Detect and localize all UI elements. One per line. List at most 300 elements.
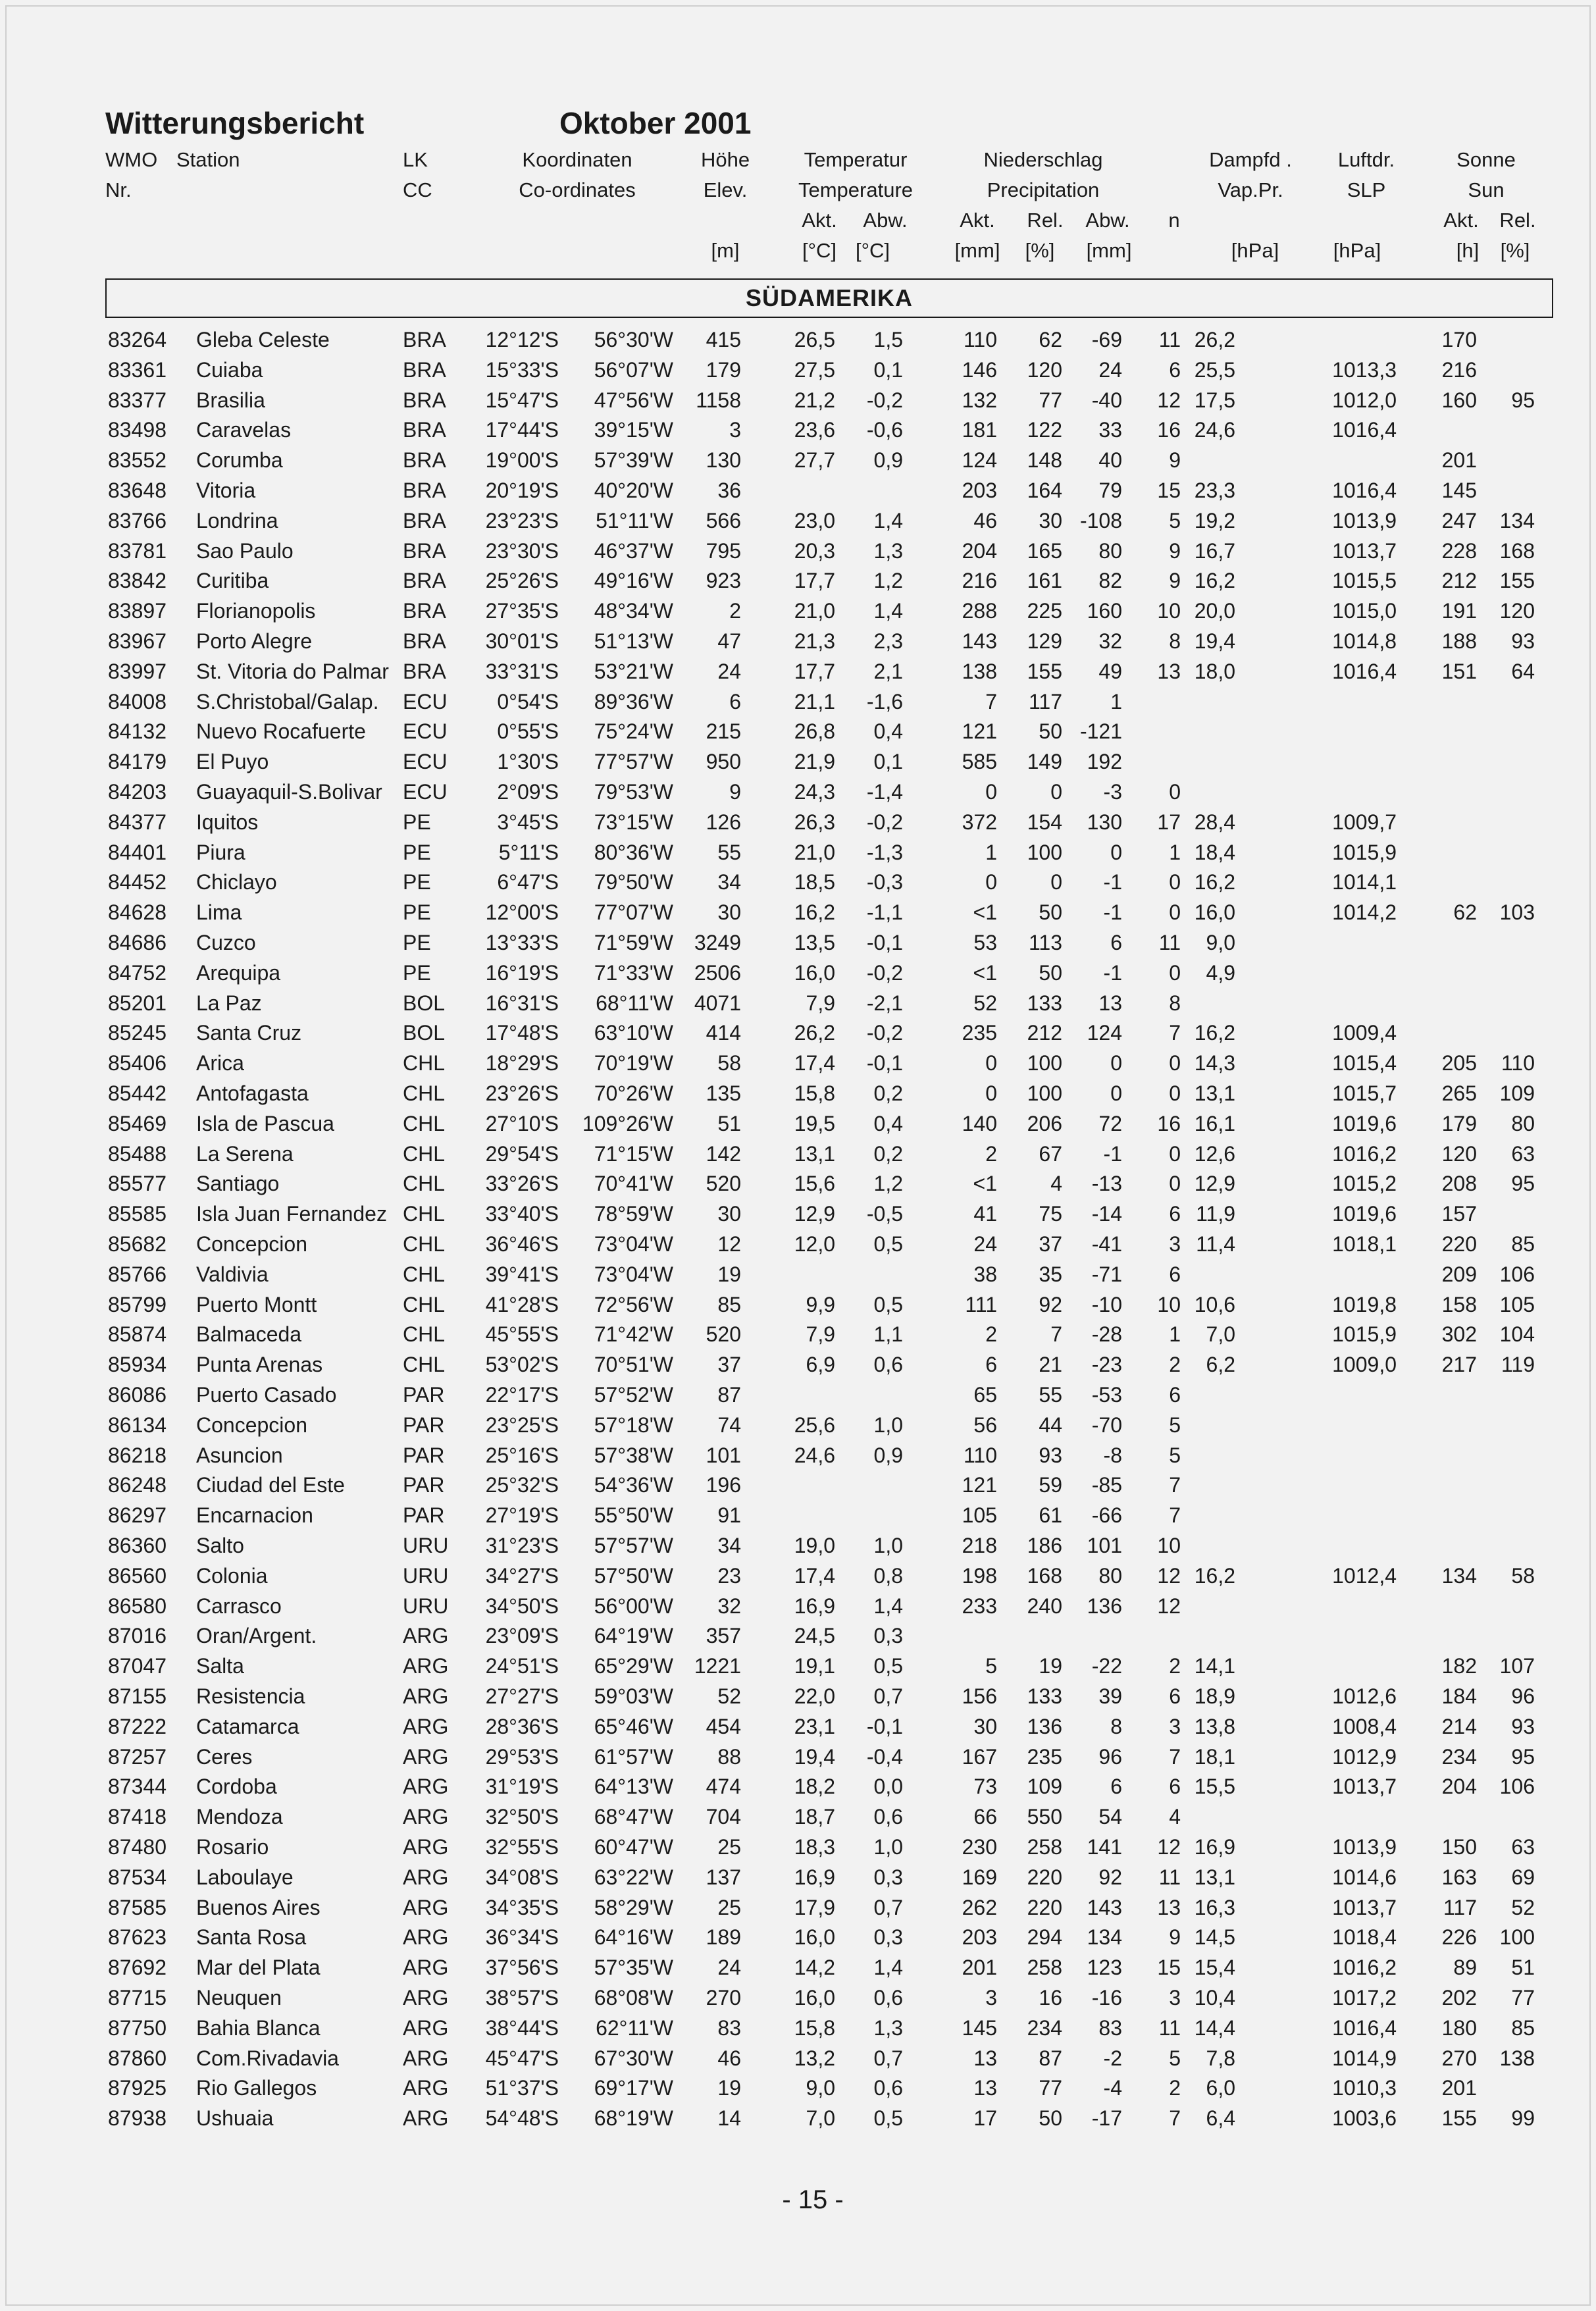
cell-temp-akt: 19,0 — [794, 1534, 835, 1557]
cell-prec-abw: 24 — [1098, 357, 1122, 382]
cell-prec-n: 9 — [1169, 1925, 1181, 1950]
page-number: - 15 - — [782, 2185, 844, 2214]
cell-vap-pressure: 14,4 — [1194, 2015, 1235, 2040]
table-row — [0, 807, 1596, 837]
cell-temp-akt: 16,0 — [794, 960, 835, 985]
cell-latitude: 0°55'S — [497, 719, 559, 744]
cell-temp-abw: 1,1 — [873, 1322, 903, 1347]
cell-sun-akt: 201 — [1441, 448, 1477, 473]
cell-longitude: 77°57'W — [594, 750, 673, 774]
cell-country-code: CHL — [403, 1262, 446, 1286]
cell-temp-akt: 26,5 — [794, 328, 835, 351]
cell-temp-akt: 21,0 — [794, 840, 835, 864]
cell-prec-akt: 156 — [962, 1684, 997, 1708]
cell-longitude: 72°56'W — [594, 1292, 673, 1316]
cell-temp-akt: 21,9 — [794, 750, 835, 774]
cell-station-name: Puerto Casado — [196, 1383, 337, 1407]
cell-wmo-nr: 84628 — [108, 900, 167, 925]
cell-prec-akt: <1 — [973, 1172, 997, 1196]
cell-prec-rel: 129 — [1027, 629, 1062, 653]
cell-prec-abw: -22 — [1091, 1654, 1122, 1678]
cell-prec-n: 10 — [1157, 599, 1181, 623]
cell-prec-rel: 87 — [1039, 2046, 1062, 2070]
cell-prec-akt: 105 — [962, 1503, 997, 1528]
cell-slp: 1009,4 — [1332, 1021, 1397, 1045]
cell-latitude: 34°08'S — [485, 1865, 559, 1889]
cell-slp: 1014,8 — [1332, 629, 1397, 653]
cell-sun-rel: 58 — [1511, 1563, 1535, 1588]
table-row — [0, 626, 1596, 656]
cell-slp: 1015,9 — [1332, 1322, 1397, 1347]
cell-station-name: Corumba — [196, 448, 283, 473]
cell-temp-abw: 1,0 — [873, 1413, 903, 1437]
cell-country-code: ARG — [403, 2076, 449, 2100]
cell-sun-rel: 95 — [1511, 388, 1535, 412]
cell-station-name: Rio Gallegos — [196, 2076, 317, 2100]
table-row — [0, 1199, 1596, 1229]
cell-elevation: 52 — [717, 1684, 741, 1708]
cell-wmo-nr: 87344 — [108, 1775, 167, 1799]
cell-sun-akt: 205 — [1441, 1051, 1477, 1076]
header-vappr: Vap.Pr. — [1218, 178, 1283, 201]
header-hoehe: Höhe — [700, 148, 750, 171]
cell-longitude: 79°50'W — [594, 870, 673, 895]
cell-sun-rel: 134 — [1499, 508, 1535, 532]
cell-elevation: 1221 — [694, 1654, 741, 1678]
cell-wmo-nr: 83766 — [108, 508, 167, 532]
cell-country-code: CHL — [403, 1141, 446, 1166]
cell-station-name: Laboulaye — [196, 1865, 294, 1889]
cell-prec-rel: 50 — [1039, 900, 1062, 925]
cell-elevation: 137 — [706, 1865, 741, 1889]
cell-temp-akt: 12,9 — [794, 1202, 835, 1226]
cell-longitude: 57°50'W — [594, 1563, 673, 1588]
cell-longitude: 65°29'W — [594, 1654, 673, 1678]
cell-prec-n: 6 — [1169, 1383, 1181, 1407]
cell-wmo-nr: 86297 — [108, 1503, 167, 1528]
cell-country-code: ECU — [403, 750, 448, 774]
cell-elevation: 74 — [717, 1413, 741, 1437]
cell-latitude: 54°48'S — [485, 2106, 559, 2131]
cell-wmo-nr: 86134 — [108, 1413, 167, 1437]
cell-prec-n: 6 — [1169, 1775, 1181, 1799]
cell-country-code: ARG — [403, 1714, 449, 1738]
cell-vap-pressure: 18,1 — [1194, 1744, 1235, 1769]
cell-prec-abw: 143 — [1087, 1895, 1122, 1919]
cell-slp: 1014,9 — [1332, 2046, 1397, 2070]
cell-elevation: 189 — [706, 1925, 741, 1950]
cell-prec-akt: 3 — [985, 1986, 997, 2010]
header-lk: LK — [403, 148, 428, 171]
cell-prec-abw: 0 — [1110, 1051, 1122, 1076]
cell-prec-rel: 77 — [1039, 2076, 1062, 2100]
cell-prec-akt: 38 — [973, 1262, 997, 1286]
cell-longitude: 57°38'W — [594, 1443, 673, 1467]
cell-temp-akt: 26,8 — [794, 719, 835, 744]
cell-sun-akt: 191 — [1441, 599, 1477, 623]
cell-prec-abw: 79 — [1098, 479, 1122, 502]
report-title: Witterungsbericht — [105, 106, 365, 140]
table-row — [0, 1591, 1596, 1621]
cell-latitude: 18°29'S — [485, 1051, 559, 1076]
table-row — [0, 927, 1596, 958]
cell-longitude: 67°30'W — [594, 2046, 673, 2070]
cell-prec-n: 2 — [1169, 1353, 1181, 1377]
cell-latitude: 34°27'S — [485, 1563, 559, 1588]
cell-prec-abw: -17 — [1091, 2106, 1122, 2131]
cell-temp-abw: 1,4 — [873, 599, 903, 623]
cell-longitude: 56°07'W — [594, 357, 673, 382]
table-row — [0, 958, 1596, 988]
cell-prec-n: 5 — [1169, 508, 1181, 532]
cell-vap-pressure: 16,3 — [1194, 1895, 1235, 1919]
cell-elevation: 795 — [706, 538, 741, 563]
cell-station-name: Arica — [196, 1051, 244, 1076]
cell-elevation: 520 — [706, 1322, 741, 1347]
cell-latitude: 32°50'S — [485, 1805, 559, 1829]
cell-longitude: 64°19'W — [594, 1624, 673, 1648]
cell-prec-abw: 123 — [1087, 1956, 1122, 1980]
cell-prec-abw: -66 — [1091, 1503, 1122, 1528]
cell-elevation: 474 — [706, 1775, 741, 1799]
cell-slp: 1009,7 — [1332, 810, 1397, 834]
cell-sun-akt: 182 — [1441, 1654, 1477, 1678]
cell-wmo-nr: 87585 — [108, 1895, 167, 1919]
cell-latitude: 41°28'S — [485, 1292, 559, 1316]
table-row — [0, 506, 1596, 536]
table-row — [0, 1711, 1596, 1742]
cell-prec-rel: 186 — [1027, 1534, 1062, 1557]
cell-prec-n: 0 — [1169, 1141, 1181, 1166]
cell-sun-akt: 184 — [1441, 1684, 1477, 1708]
cell-wmo-nr: 87222 — [108, 1714, 167, 1738]
cell-country-code: BOL — [403, 1021, 446, 1045]
cell-prec-rel: 50 — [1039, 2106, 1062, 2131]
header-cc: CC — [403, 178, 432, 201]
cell-wmo-nr: 87925 — [108, 2076, 167, 2100]
cell-latitude: 17°48'S — [485, 1021, 559, 1045]
cell-prec-abw: 72 — [1098, 1111, 1122, 1135]
header-temp-unit-akt: [°C] — [802, 239, 837, 262]
cell-temp-abw: 0,7 — [873, 2046, 903, 2070]
header-elev-unit: [m] — [711, 239, 740, 262]
cell-vap-pressure: 16,1 — [1194, 1111, 1235, 1135]
header-prec-unit-rel: [%] — [1025, 239, 1055, 262]
cell-longitude: 51°11'W — [596, 508, 673, 532]
region-label: SÜDAMERIKA — [745, 284, 914, 311]
cell-elevation: 270 — [706, 1986, 741, 2010]
cell-prec-n: 3 — [1169, 1714, 1181, 1738]
cell-longitude: 75°24'W — [594, 719, 673, 744]
cell-station-name: Mendoza — [196, 1805, 283, 1829]
cell-prec-n: 7 — [1169, 1744, 1181, 1769]
table-row — [0, 325, 1596, 355]
cell-prec-abw: 134 — [1087, 1925, 1122, 1950]
cell-prec-abw: -1 — [1103, 960, 1122, 985]
table-row — [0, 1078, 1596, 1108]
cell-sun-akt: 163 — [1441, 1865, 1477, 1889]
header-temperature: Temperature — [798, 178, 914, 201]
cell-prec-akt: 203 — [962, 1925, 997, 1950]
cell-slp: 1013,7 — [1332, 1895, 1397, 1919]
cell-elevation: 30 — [717, 900, 741, 925]
cell-slp: 1015,0 — [1332, 599, 1397, 623]
cell-longitude: 57°57'W — [594, 1534, 673, 1557]
cell-elevation: 179 — [706, 357, 741, 382]
cell-temp-abw: -1,3 — [866, 840, 903, 864]
table-row — [0, 415, 1596, 445]
cell-longitude: 71°42'W — [594, 1322, 673, 1347]
cell-slp: 1014,6 — [1332, 1865, 1397, 1889]
cell-vap-pressure: 18,4 — [1194, 840, 1235, 864]
cell-prec-n: 7 — [1169, 2106, 1181, 2131]
cell-temp-abw: 1,3 — [873, 538, 903, 563]
cell-prec-n: 15 — [1157, 1956, 1181, 1980]
header-dampfd-unit: [hPa] — [1231, 239, 1279, 262]
cell-temp-akt: 12,0 — [794, 1232, 835, 1256]
cell-station-name: Antofagasta — [196, 1081, 309, 1105]
cell-station-name: Santiago — [196, 1172, 280, 1196]
cell-prec-rel: 77 — [1039, 388, 1062, 412]
cell-wmo-nr: 83997 — [108, 659, 167, 683]
cell-wmo-nr: 84452 — [108, 870, 167, 895]
cell-prec-akt: 198 — [962, 1563, 997, 1588]
cell-longitude: 68°19'W — [594, 2106, 673, 2131]
table-row — [0, 1802, 1596, 1832]
cell-latitude: 38°44'S — [485, 2015, 559, 2040]
cell-wmo-nr: 83498 — [108, 418, 167, 442]
cell-temp-akt: 15,6 — [794, 1172, 835, 1196]
cell-station-name: La Paz — [196, 991, 262, 1015]
cell-station-name: Santa Cruz — [196, 1021, 302, 1045]
cell-longitude: 56°00'W — [594, 1594, 673, 1618]
cell-prec-akt: 0 — [985, 780, 997, 804]
cell-latitude: 28°36'S — [485, 1714, 559, 1738]
cell-slp: 1019,6 — [1332, 1111, 1397, 1135]
table-row — [0, 1500, 1596, 1530]
table-row — [0, 746, 1596, 777]
cell-country-code: PAR — [403, 1383, 445, 1407]
cell-temp-akt: 7,9 — [806, 1322, 835, 1347]
cell-prec-n: 11 — [1158, 1865, 1181, 1889]
cell-prec-abw: 39 — [1098, 1684, 1122, 1708]
cell-prec-n: 12 — [1157, 1563, 1181, 1588]
cell-longitude: 71°15'W — [594, 1141, 673, 1166]
cell-sun-rel: 106 — [1499, 1262, 1535, 1286]
cell-prec-abw: -40 — [1091, 388, 1122, 412]
cell-slp: 1016,4 — [1332, 659, 1397, 683]
cell-prec-rel: 120 — [1027, 357, 1062, 382]
cell-station-name: Valdivia — [196, 1262, 269, 1286]
table-row — [0, 385, 1596, 415]
cell-latitude: 29°53'S — [485, 1744, 559, 1769]
cell-elevation: 135 — [706, 1081, 741, 1105]
cell-prec-rel: 50 — [1039, 960, 1062, 985]
cell-temp-akt: 16,9 — [794, 1594, 835, 1618]
cell-elevation: 357 — [706, 1624, 741, 1648]
cell-temp-abw: 0,9 — [873, 448, 903, 473]
cell-longitude: 77°07'W — [594, 900, 673, 925]
cell-prec-akt: 56 — [973, 1413, 997, 1437]
cell-temp-akt: 20,3 — [794, 538, 835, 563]
cell-temp-akt: 13,5 — [794, 931, 835, 954]
cell-wmo-nr: 84686 — [108, 931, 167, 954]
cell-slp: 1015,5 — [1332, 569, 1397, 593]
cell-country-code: PE — [403, 870, 431, 895]
cell-prec-rel: 44 — [1039, 1413, 1062, 1437]
cell-prec-akt: 2 — [985, 1322, 997, 1347]
cell-sun-akt: 234 — [1441, 1744, 1477, 1769]
table-row — [0, 1289, 1596, 1320]
cell-prec-akt: 233 — [962, 1594, 997, 1618]
cell-prec-rel: 30 — [1039, 508, 1062, 532]
cell-elevation: 3 — [729, 418, 741, 442]
cell-prec-rel: 149 — [1027, 750, 1062, 774]
cell-prec-rel: 7 — [1050, 1322, 1062, 1347]
cell-prec-akt: 218 — [962, 1534, 997, 1557]
cell-temp-akt: 24,3 — [794, 780, 835, 804]
cell-prec-rel: 258 — [1027, 1835, 1062, 1859]
cell-prec-akt: 585 — [962, 750, 997, 774]
cell-sun-akt: 170 — [1441, 328, 1477, 351]
cell-elevation: 3249 — [694, 931, 741, 954]
cell-vap-pressure: 14,3 — [1194, 1051, 1235, 1076]
cell-temp-akt: 9,0 — [806, 2076, 835, 2100]
cell-elevation: 55 — [717, 840, 741, 864]
cell-prec-n: 11 — [1158, 931, 1181, 954]
cell-elevation: 454 — [706, 1714, 741, 1738]
cell-country-code: CHL — [403, 1353, 446, 1377]
cell-prec-abw: 160 — [1087, 599, 1122, 623]
cell-station-name: Puerto Montt — [196, 1292, 317, 1316]
cell-prec-abw: 8 — [1110, 1714, 1122, 1738]
cell-prec-akt: 201 — [962, 1956, 997, 1980]
header-sun-unit-rel: [%] — [1500, 239, 1530, 262]
cell-vap-pressure: 10,6 — [1194, 1292, 1235, 1316]
cell-wmo-nr: 87938 — [108, 2106, 167, 2131]
cell-longitude: 73°04'W — [594, 1262, 673, 1286]
cell-latitude: 17°44'S — [485, 418, 559, 442]
cell-vap-pressure: 26,2 — [1194, 328, 1235, 351]
cell-prec-abw: -70 — [1091, 1413, 1122, 1437]
cell-elevation: 23 — [717, 1563, 741, 1588]
cell-wmo-nr: 83842 — [108, 569, 167, 593]
cell-station-name: Iquitos — [196, 810, 259, 834]
cell-prec-rel: 122 — [1027, 418, 1062, 442]
cell-prec-abw: 136 — [1087, 1594, 1122, 1618]
cell-temp-akt: 17,4 — [794, 1563, 835, 1588]
cell-sun-akt: 188 — [1441, 629, 1477, 653]
cell-prec-rel: 117 — [1028, 689, 1062, 714]
cell-prec-rel: 16 — [1039, 1986, 1062, 2010]
cell-longitude: 59°03'W — [594, 1684, 673, 1708]
cell-sun-rel: 85 — [1511, 1232, 1535, 1256]
cell-elevation: 923 — [706, 569, 741, 593]
cell-prec-rel: 235 — [1027, 1744, 1062, 1769]
cell-prec-n: 16 — [1157, 1111, 1181, 1135]
cell-sun-rel: 120 — [1499, 599, 1535, 623]
cell-wmo-nr: 86560 — [108, 1563, 167, 1588]
cell-sun-rel: 104 — [1499, 1322, 1535, 1347]
cell-longitude: 68°08'W — [594, 1986, 673, 2010]
cell-latitude: 31°23'S — [485, 1534, 559, 1557]
cell-longitude: 57°52'W — [594, 1383, 673, 1407]
cell-longitude: 73°15'W — [594, 810, 673, 834]
cell-latitude: 20°19'S — [485, 479, 559, 502]
cell-temp-akt: 23,0 — [794, 508, 835, 532]
cell-wmo-nr: 85201 — [108, 991, 167, 1015]
cell-temp-abw: 0,3 — [873, 1624, 903, 1648]
cell-elevation: 25 — [717, 1835, 741, 1859]
table-row — [0, 1410, 1596, 1440]
cell-station-name: Lima — [196, 900, 242, 925]
cell-prec-akt: 5 — [985, 1654, 997, 1678]
cell-prec-akt: 2 — [985, 1141, 997, 1166]
cell-station-name: Ciudad del Este — [196, 1473, 345, 1497]
table-row — [0, 1651, 1596, 1681]
table-row — [0, 1621, 1596, 1651]
cell-prec-rel: 294 — [1027, 1925, 1062, 1950]
cell-temp-akt: 16,2 — [794, 900, 835, 925]
cell-country-code: ARG — [403, 1805, 449, 1829]
cell-country-code: BRA — [403, 569, 446, 593]
cell-temp-abw: -0,2 — [866, 810, 903, 834]
cell-slp: 1016,4 — [1332, 2015, 1397, 2040]
cell-sun-akt: 302 — [1441, 1322, 1477, 1347]
cell-prec-abw: -2 — [1103, 2046, 1122, 2070]
table-row — [0, 777, 1596, 807]
cell-station-name: Florianopolis — [196, 599, 316, 623]
cell-temp-abw: 0,3 — [873, 1925, 903, 1950]
table-row — [0, 536, 1596, 566]
table-row — [0, 1108, 1596, 1139]
cell-prec-rel: 100 — [1027, 1081, 1062, 1105]
cell-elevation: 196 — [706, 1473, 741, 1497]
cell-country-code: ARG — [403, 1624, 449, 1648]
cell-prec-rel: 0 — [1050, 870, 1062, 895]
cell-temp-abw: 1,4 — [873, 1594, 903, 1618]
cell-temp-abw: -0,1 — [866, 1051, 903, 1076]
cell-temp-abw: 0,5 — [873, 1232, 903, 1256]
cell-temp-akt: 18,7 — [794, 1805, 835, 1829]
cell-prec-akt: 132 — [962, 388, 997, 412]
cell-sun-rel: 107 — [1499, 1654, 1535, 1678]
cell-temp-akt: 26,3 — [794, 810, 835, 834]
cell-latitude: 23°09'S — [485, 1624, 559, 1648]
header-sun-rel: Rel. — [1499, 209, 1536, 232]
cell-prec-abw: -8 — [1103, 1443, 1122, 1467]
cell-slp: 1012,0 — [1332, 388, 1397, 412]
cell-prec-akt: <1 — [973, 960, 997, 985]
cell-wmo-nr: 87623 — [108, 1925, 167, 1950]
cell-country-code: PAR — [403, 1503, 445, 1528]
cell-prec-rel: 55 — [1039, 1383, 1062, 1407]
cell-longitude: 69°17'W — [594, 2076, 673, 2100]
cell-prec-akt: 0 — [985, 1081, 997, 1105]
cell-prec-rel: 75 — [1039, 1202, 1062, 1226]
cell-country-code: ARG — [403, 1775, 449, 1799]
cell-country-code: BRA — [403, 418, 446, 442]
header-niederschlag: Niederschlag — [983, 148, 1103, 171]
cell-elevation: 34 — [717, 870, 741, 895]
cell-latitude: 16°31'S — [485, 991, 559, 1015]
cell-temp-abw: -0,3 — [866, 870, 903, 895]
cell-country-code: ARG — [403, 1684, 449, 1708]
cell-wmo-nr: 83552 — [108, 448, 167, 473]
cell-wmo-nr: 87155 — [108, 1684, 167, 1708]
cell-sun-akt: 226 — [1441, 1925, 1477, 1950]
cell-prec-n: 8 — [1169, 629, 1181, 653]
